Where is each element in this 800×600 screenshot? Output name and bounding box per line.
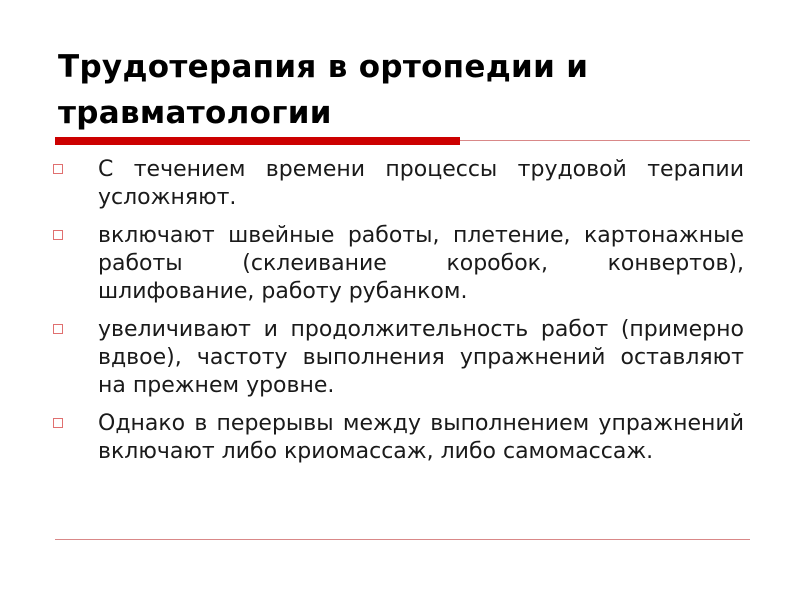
bullet-text: увеличивают и продолжительность работ (примерно вдвое), частоту выполнения упражнений оставляют на прежнем уровне. [98, 317, 744, 398]
bullet-list [52, 156, 744, 476]
bullet-text: Однако в перерывы между выполнением упражнений включают либо криомассаж, либо самомассаж. [98, 411, 744, 464]
bullet-item [52, 410, 744, 466]
bullet-item [52, 156, 744, 212]
square-bullet-icon [53, 324, 63, 334]
square-bullet-icon [53, 230, 63, 240]
bullet-text: включают швейные работы, плетение, картонажные работы (склеивание коробок, конвертов), шлифование, работу рубанком. [98, 223, 744, 304]
bullet-item [52, 222, 744, 306]
footer-divider [55, 539, 750, 540]
square-bullet-icon [53, 164, 63, 174]
square-bullet-icon [53, 418, 63, 428]
title-underline-thick [55, 137, 460, 145]
bullet-item [52, 316, 744, 400]
bullet-text: С течением времени процессы трудовой терапии усложняют. [98, 157, 744, 210]
title-underline-thin [460, 140, 750, 141]
slide-title: Трудотерапия в ортопедии и травматологии [58, 49, 589, 131]
